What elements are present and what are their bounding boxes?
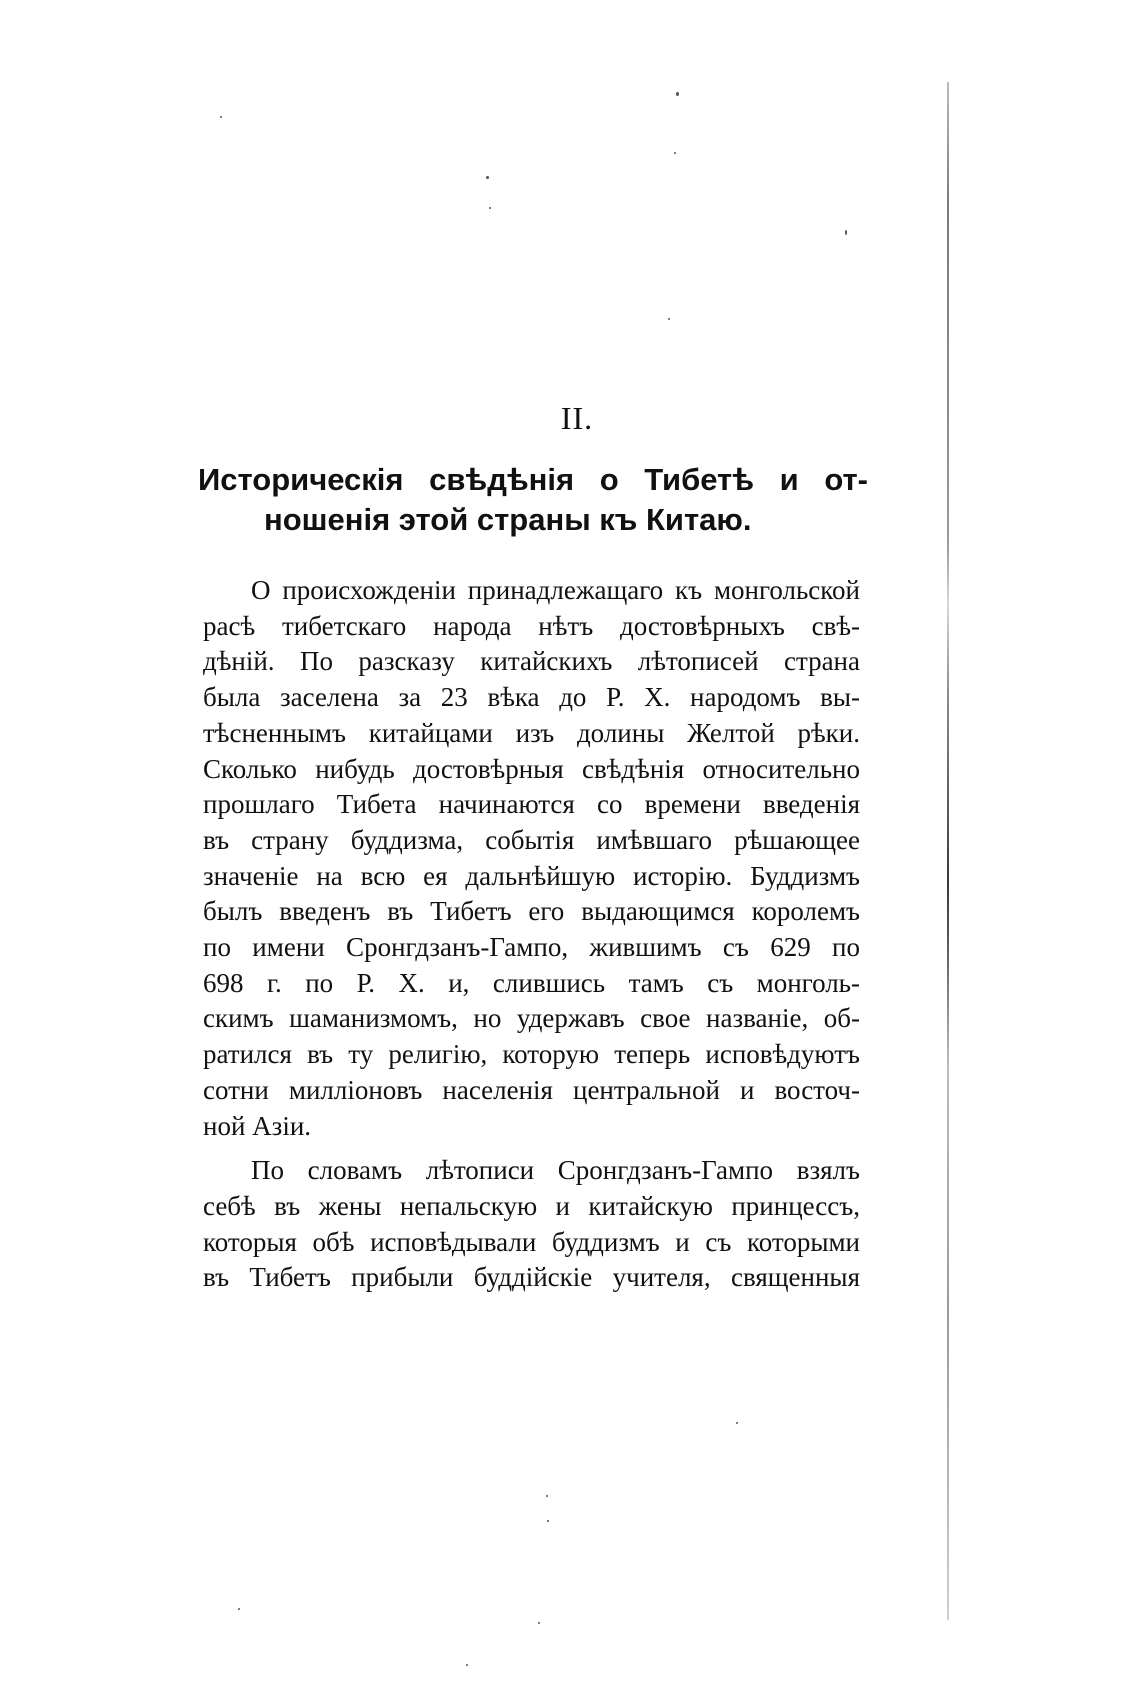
paragraph — [203, 573, 860, 1144]
text-line: ратился въ ту религію, которую теперь исповѣдуютъ — [203, 1039, 860, 1070]
chapter-title-line: Историческія свѣдѣнія о Тибетѣ и от- — [198, 462, 868, 497]
text-line: была заселена за 23 вѣка до Р. Х. народомъ вы- — [203, 682, 860, 713]
scan-speck — [546, 1495, 548, 1497]
text-line: сотни милліоновъ населенія центральной и восточ- — [203, 1074, 860, 1105]
paragraph — [203, 1153, 860, 1296]
text-line: значеніе на всю ея дальнѣйшую исторію. Буддизмъ — [203, 860, 860, 891]
chapter-title-line: ношенія этой страны къ Китаю. — [264, 502, 752, 537]
scan-speck — [220, 116, 222, 118]
text-line: которыя обѣ исповѣдывали буддизмъ и съ которыми — [203, 1226, 860, 1257]
text-line: тѣсненнымъ китайцами изъ долины Желтой рѣки. — [203, 717, 860, 748]
scan-speck — [845, 230, 847, 235]
body-text — [203, 573, 860, 1296]
scan-speck — [486, 176, 489, 179]
text-line: 698 г. по Р. Х. и, слившись тамъ съ монголь- — [203, 967, 860, 998]
text-line: въ страну буддизма, событія имѣвшаго рѣшающее — [203, 824, 860, 855]
text-line: ной Азіи. — [203, 1110, 312, 1141]
text-line: прошлаго Тибета начинаются со времени введенія — [203, 789, 860, 820]
chapter-title — [198, 460, 868, 540]
text-line: скимъ шаманизмомъ, но удержавъ свое названіе, об- — [203, 1003, 860, 1034]
scan-speck — [538, 1622, 540, 1624]
scan-speck — [674, 152, 676, 154]
scan-speck — [489, 207, 491, 209]
text-line: расѣ тибетскаго народа нѣтъ достовѣрныхъ свѣ- — [203, 610, 860, 641]
scan-speck — [238, 1608, 240, 1610]
page-edge-line — [947, 82, 949, 1620]
scan-speck — [668, 318, 670, 320]
text-line: былъ введенъ въ Тибетъ его выдающимся королемъ — [203, 896, 860, 927]
text-line: Сколько нибудь достовѣрныя свѣдѣнія относительно — [203, 753, 860, 784]
text-line: По словамъ лѣтописи Сронгдзанъ-Гампо взялъ — [251, 1155, 860, 1186]
text-line: по имени Сронгдзанъ-Гампо, жившимъ съ 629 по — [203, 932, 860, 963]
text-line: въ Тибетъ прибыли буддійскіе учителя, священныя — [203, 1262, 860, 1293]
scan-speck — [676, 92, 679, 96]
scan-speck — [466, 1664, 468, 1666]
scan-speck — [547, 1520, 549, 1522]
text-line: дѣній. По разсказу китайскихъ лѣтописей страна — [203, 646, 860, 677]
text-line: себѣ въ жены непальскую и китайскую принцессъ, — [203, 1190, 860, 1221]
scan-speck — [736, 1422, 738, 1424]
chapter-number: II. — [560, 400, 594, 436]
text-line: О происхожденіи принадлежащаго къ монгольской — [251, 575, 860, 605]
